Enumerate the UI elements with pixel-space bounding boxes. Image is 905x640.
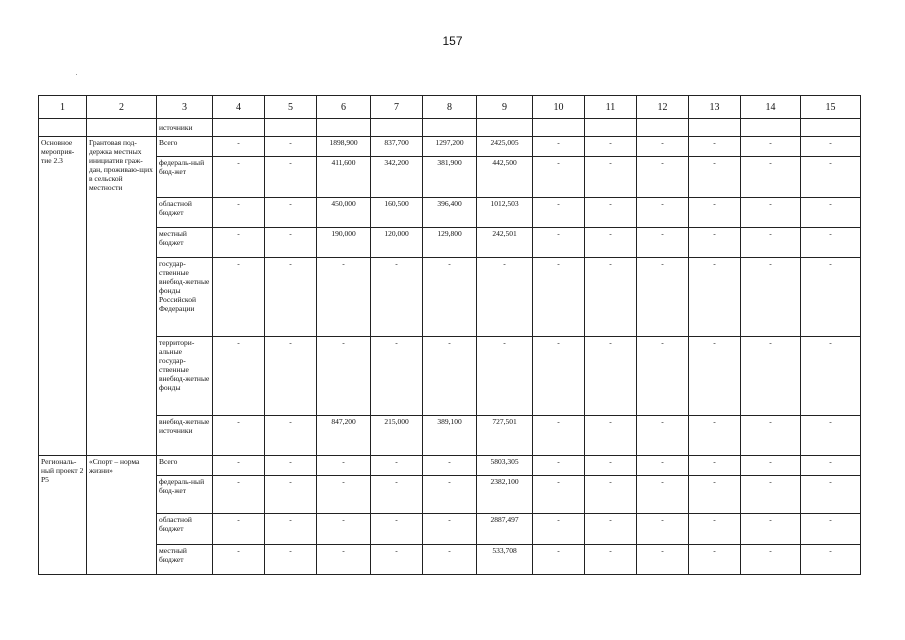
table-row (39, 228, 861, 258)
value-cell: - (585, 258, 637, 337)
value-cell: - (265, 228, 317, 258)
column-header: 5 (265, 96, 317, 119)
value-cell: 2382,100 (477, 476, 533, 514)
value-cell: - (689, 157, 741, 198)
empty-cell (689, 119, 741, 137)
value-cell: - (371, 456, 423, 476)
value-cell: - (637, 258, 689, 337)
value-cell: 120,000 (371, 228, 423, 258)
value-cell: - (741, 258, 801, 337)
value-cell: 837,700 (371, 137, 423, 157)
value-cell: 533,708 (477, 545, 533, 575)
value-cell: - (689, 228, 741, 258)
value-cell: - (533, 416, 585, 456)
value-cell: - (265, 456, 317, 476)
value-cell: - (801, 137, 861, 157)
value-cell: - (533, 157, 585, 198)
value-cell: - (533, 258, 585, 337)
value-cell: - (423, 545, 477, 575)
column-header: 10 (533, 96, 585, 119)
value-cell: - (741, 545, 801, 575)
value-cell: - (637, 545, 689, 575)
value-cell: - (741, 514, 801, 545)
value-cell: - (689, 337, 741, 416)
value-cell: - (533, 514, 585, 545)
funding-source: областной бюджет (157, 514, 213, 545)
value-cell: - (741, 476, 801, 514)
value-cell: 190,000 (317, 228, 371, 258)
budget-table (38, 95, 861, 575)
table-row (39, 476, 861, 514)
source-cell: источники (157, 119, 213, 137)
value-cell: - (801, 545, 861, 575)
column-header: 1 (39, 96, 87, 119)
scan-speck (76, 74, 77, 75)
value-cell: - (801, 337, 861, 416)
table-row (39, 456, 861, 476)
column-header: 11 (585, 96, 637, 119)
value-cell: - (265, 545, 317, 575)
value-cell: 215,000 (371, 416, 423, 456)
value-cell: - (689, 476, 741, 514)
value-cell: - (585, 456, 637, 476)
empty-cell (213, 119, 265, 137)
column-header: 6 (317, 96, 371, 119)
funding-source: внебюд-жетные источники (157, 416, 213, 456)
header-row (39, 96, 861, 119)
page-number: 157 (442, 34, 463, 48)
empty-cell (477, 119, 533, 137)
value-cell: - (741, 157, 801, 198)
column-header: 15 (801, 96, 861, 119)
value-cell: - (585, 198, 637, 228)
funding-source: федераль-ный бюд-жет (157, 157, 213, 198)
value-cell: 381,900 (423, 157, 477, 198)
value-cell: - (637, 337, 689, 416)
value-cell: - (213, 198, 265, 228)
value-cell: - (317, 476, 371, 514)
value-cell: - (423, 337, 477, 416)
value-cell: 1297,200 (423, 137, 477, 157)
value-cell: 727,501 (477, 416, 533, 456)
value-cell: - (741, 456, 801, 476)
column-header: 12 (637, 96, 689, 119)
table-row (39, 157, 861, 198)
value-cell: 1898,900 (317, 137, 371, 157)
value-cell: - (423, 514, 477, 545)
empty-cell (39, 119, 87, 137)
value-cell: 450,000 (317, 198, 371, 228)
value-cell: - (689, 456, 741, 476)
value-cell: - (689, 514, 741, 545)
value-cell: - (689, 137, 741, 157)
value-cell: - (637, 157, 689, 198)
table-row (39, 258, 861, 337)
value-cell: - (801, 228, 861, 258)
value-cell: - (265, 476, 317, 514)
value-cell: - (533, 337, 585, 416)
value-cell: - (477, 258, 533, 337)
value-cell: - (371, 476, 423, 514)
value-cell: 2425,005 (477, 137, 533, 157)
value-cell: - (213, 545, 265, 575)
value-cell: - (213, 137, 265, 157)
value-cell: 396,400 (423, 198, 477, 228)
item-name: Основное мероприя-тие 2.3 (39, 137, 87, 456)
value-cell: - (213, 157, 265, 198)
value-cell: - (265, 198, 317, 228)
value-cell: - (213, 514, 265, 545)
empty-cell (533, 119, 585, 137)
value-cell: - (371, 337, 423, 416)
value-cell: - (423, 258, 477, 337)
value-cell: - (423, 456, 477, 476)
value-cell: - (477, 337, 533, 416)
value-cell: 242,501 (477, 228, 533, 258)
value-cell: - (317, 514, 371, 545)
value-cell: - (533, 456, 585, 476)
empty-cell (371, 119, 423, 137)
value-cell: - (637, 456, 689, 476)
column-header: 7 (371, 96, 423, 119)
value-cell: - (585, 514, 637, 545)
value-cell: 5803,305 (477, 456, 533, 476)
value-cell: - (213, 258, 265, 337)
value-cell: - (585, 137, 637, 157)
value-cell: - (371, 514, 423, 545)
empty-cell (317, 119, 371, 137)
empty-cell (741, 119, 801, 137)
column-header: 9 (477, 96, 533, 119)
column-header: 13 (689, 96, 741, 119)
value-cell: - (741, 228, 801, 258)
value-cell: - (585, 416, 637, 456)
value-cell: - (741, 137, 801, 157)
value-cell: - (265, 258, 317, 337)
value-cell: - (585, 545, 637, 575)
empty-cell (265, 119, 317, 137)
value-cell: - (265, 337, 317, 416)
value-cell: - (689, 416, 741, 456)
value-cell: 442,500 (477, 157, 533, 198)
empty-cell (801, 119, 861, 137)
value-cell: - (689, 198, 741, 228)
value-cell: - (741, 337, 801, 416)
value-cell: - (533, 476, 585, 514)
value-cell: - (689, 258, 741, 337)
value-cell: - (265, 514, 317, 545)
value-cell: - (423, 476, 477, 514)
column-header: 3 (157, 96, 213, 119)
value-cell: 1012,503 (477, 198, 533, 228)
value-cell: 342,200 (371, 157, 423, 198)
item-description: Грантовая под-держка местных инициатив граж-дан, проживаю-щих в сельской местности (87, 137, 157, 456)
value-cell: - (689, 545, 741, 575)
value-cell: - (637, 514, 689, 545)
empty-cell (423, 119, 477, 137)
funding-source: федераль-ный бюд-жет (157, 476, 213, 514)
value-cell: - (371, 545, 423, 575)
value-cell: - (213, 456, 265, 476)
value-cell: - (801, 258, 861, 337)
value-cell: - (637, 476, 689, 514)
value-cell: - (585, 476, 637, 514)
table-row (39, 514, 861, 545)
value-cell: - (585, 337, 637, 416)
table-row (39, 137, 861, 157)
table-row (39, 416, 861, 456)
value-cell: - (585, 157, 637, 198)
value-cell: - (801, 456, 861, 476)
value-cell: - (317, 545, 371, 575)
value-cell: - (533, 198, 585, 228)
value-cell: - (317, 337, 371, 416)
value-cell: - (801, 416, 861, 456)
table-row (39, 198, 861, 228)
value-cell: - (265, 416, 317, 456)
table-row (39, 337, 861, 416)
value-cell: - (585, 228, 637, 258)
empty-cell (637, 119, 689, 137)
value-cell: - (801, 157, 861, 198)
value-cell: 847,200 (317, 416, 371, 456)
empty-cell (585, 119, 637, 137)
funding-source: Всего (157, 456, 213, 476)
value-cell: - (801, 476, 861, 514)
value-cell: - (533, 545, 585, 575)
value-cell: - (265, 157, 317, 198)
column-header: 14 (741, 96, 801, 119)
funding-source: государ-ственные внебюд-жетные фонды Российской Федерации (157, 258, 213, 337)
funding-source: территори-альные государ-ственные внебюд-жетные фонды (157, 337, 213, 416)
value-cell: - (637, 416, 689, 456)
value-cell: - (371, 258, 423, 337)
column-header: 4 (213, 96, 265, 119)
value-cell: 129,800 (423, 228, 477, 258)
value-cell: - (637, 198, 689, 228)
value-cell: - (637, 228, 689, 258)
funding-source: местный бюджет (157, 228, 213, 258)
value-cell: - (637, 137, 689, 157)
value-cell: 160,500 (371, 198, 423, 228)
value-cell: 2887,497 (477, 514, 533, 545)
continuation-row (39, 119, 861, 137)
value-cell: - (317, 456, 371, 476)
empty-cell (87, 119, 157, 137)
value-cell: - (741, 198, 801, 228)
value-cell: 389,100 (423, 416, 477, 456)
value-cell: - (801, 514, 861, 545)
value-cell: - (213, 416, 265, 456)
value-cell: - (801, 198, 861, 228)
column-header: 2 (87, 96, 157, 119)
value-cell: - (213, 228, 265, 258)
value-cell: - (533, 228, 585, 258)
value-cell: 411,600 (317, 157, 371, 198)
value-cell: - (213, 337, 265, 416)
funding-source: областной бюджет (157, 198, 213, 228)
item-description: «Спорт – норма жизни» (87, 456, 157, 575)
item-name: Региональ-ный проект 2 P5 (39, 456, 87, 575)
value-cell: - (265, 137, 317, 157)
value-cell: - (741, 416, 801, 456)
table-row (39, 545, 861, 575)
value-cell: - (533, 137, 585, 157)
funding-source: местный бюджет (157, 545, 213, 575)
column-header: 8 (423, 96, 477, 119)
value-cell: - (317, 258, 371, 337)
funding-source: Всего (157, 137, 213, 157)
value-cell: - (213, 476, 265, 514)
